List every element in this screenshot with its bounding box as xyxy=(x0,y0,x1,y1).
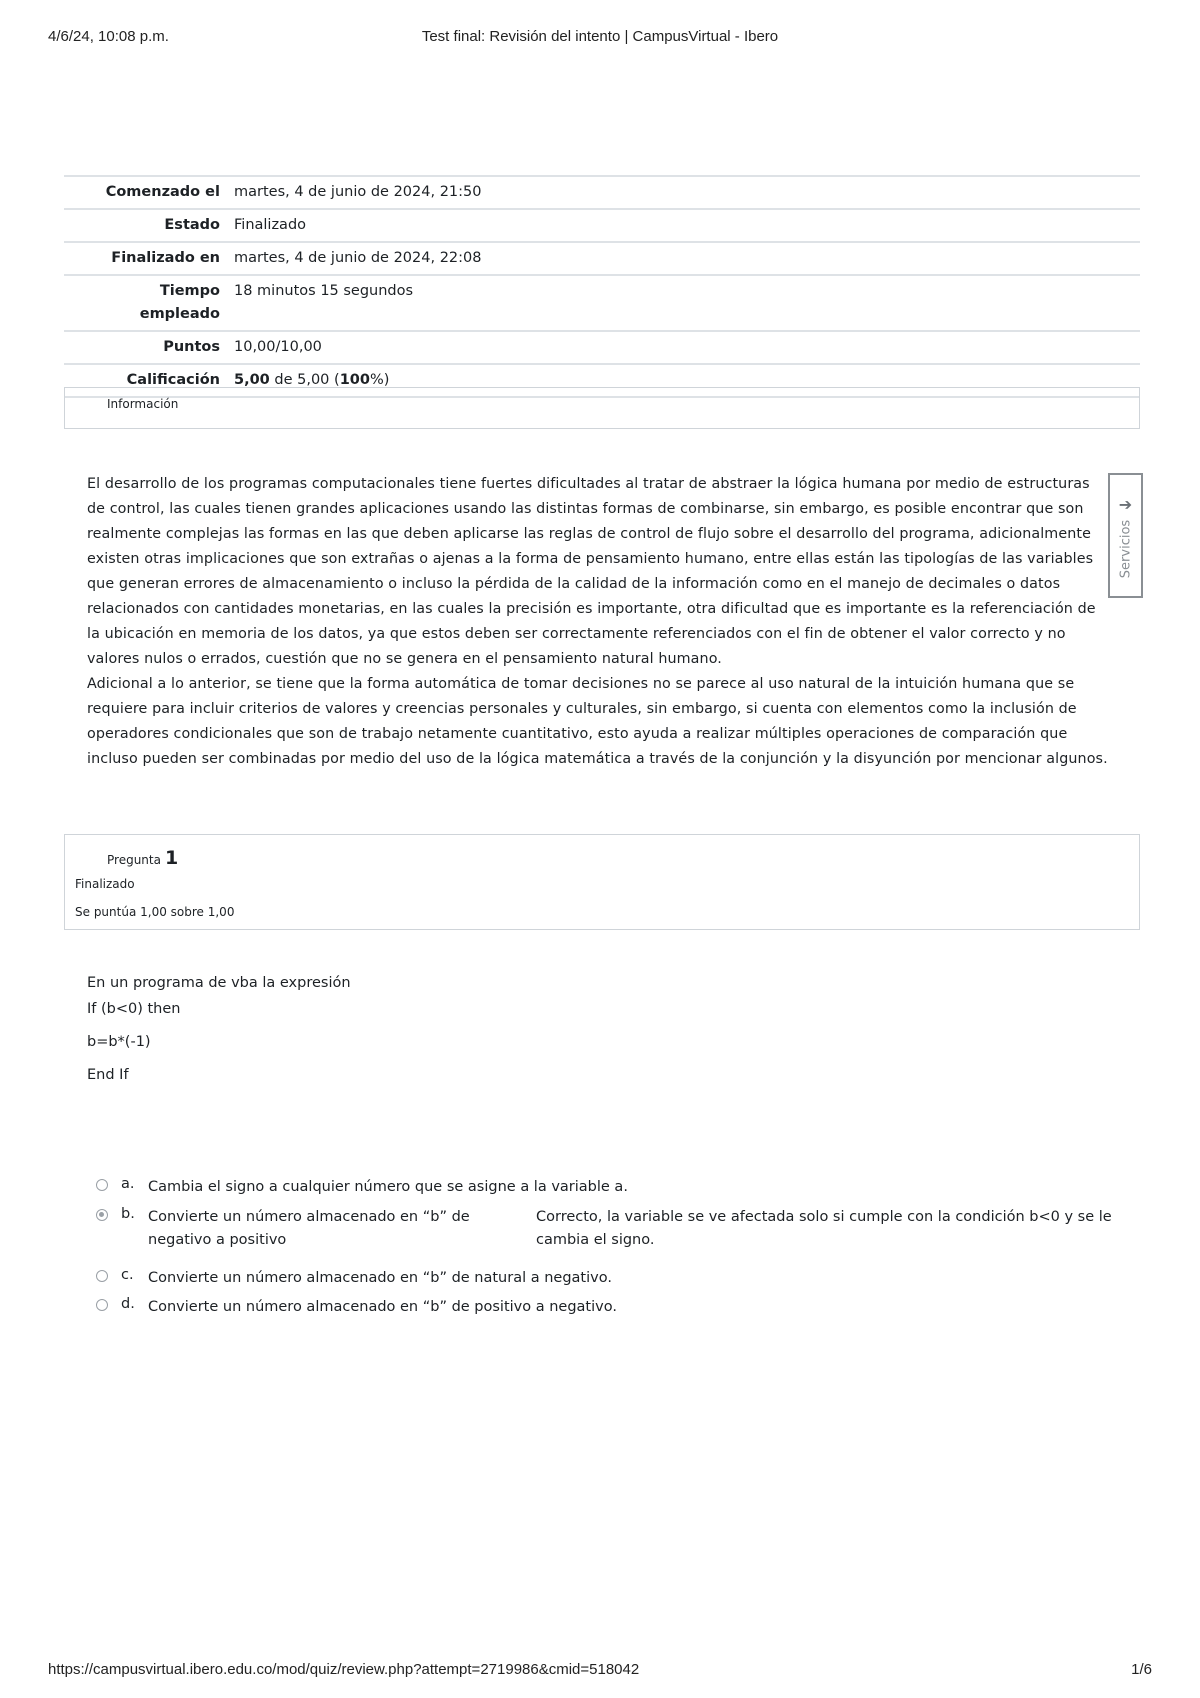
answer-text: Convierte un número almacenado en “b” de positivo a negativo. xyxy=(148,1299,617,1315)
summary-label: Estado xyxy=(164,217,220,233)
summary-value: 10,00/10,00 xyxy=(234,339,322,355)
radio-button[interactable] xyxy=(96,1299,108,1311)
services-drawer-toggle[interactable] xyxy=(1108,473,1143,598)
answer-text-line: negativo a positivo xyxy=(148,1232,287,1248)
summary-value: 18 minutos 15 segundos xyxy=(234,283,414,299)
radio-button[interactable] xyxy=(96,1179,108,1191)
radio-button-selected[interactable] xyxy=(96,1209,108,1221)
answer-letter: c. xyxy=(121,1267,134,1283)
question-number xyxy=(107,847,178,869)
attempt-summary-table xyxy=(64,175,1140,398)
question-text-line: b=b*(-1) xyxy=(87,1034,151,1050)
print-date: 4/6/24, 10:08 p.m. xyxy=(48,28,169,45)
summary-value: Finalizado xyxy=(234,217,307,233)
grade-percent: 100 xyxy=(339,372,370,388)
question-text-line: End If xyxy=(87,1067,129,1083)
information-text xyxy=(87,472,1112,772)
answer-letter: d. xyxy=(121,1296,135,1312)
summary-label: Puntos xyxy=(163,339,220,355)
summary-row-state xyxy=(64,209,1140,242)
question-text-line: If (b<0) then xyxy=(87,1001,181,1017)
summary-label xyxy=(64,275,228,331)
summary-row-started xyxy=(64,176,1140,209)
question-number-value: 1 xyxy=(164,847,179,869)
answer-text: Convierte un número almacenado en “b” de natural a negativo. xyxy=(148,1270,612,1286)
print-page-number: 1/6 xyxy=(1131,1661,1152,1678)
question-grade: Se puntúa 1,00 sobre 1,00 xyxy=(75,905,235,919)
answer-text-line: Convierte un número almacenado en “b” de xyxy=(148,1209,470,1225)
summary-row-finished xyxy=(64,242,1140,275)
radio-button[interactable] xyxy=(96,1270,108,1282)
summary-value: martes, 4 de junio de 2024, 22:08 xyxy=(234,250,482,266)
information-header xyxy=(64,387,1140,429)
information-paragraph: El desarrollo de los programas computacionales tiene fuertes dificultades al tratar de abstraer la lógica humana por medio de estructuras de control, las cuales tienen grandes aplicaciones usando las distintas formas de combinarse, sin embargo, es posible encontrar que son realmente complejas las formas en las que deben aplicarse las reglas de control de flujo sobre el desarrollo del programa, adicionalmente existen otras implicaciones que son extrañas o ajenas a la forma de pensamiento humano, entre ellas están las tipologías de las variables que generan errores de almacenamiento o incluso la pérdida de la calidad de la información como en el manejo de decimales o datos relacionados con cantidades monetarias, en las cuales la precisión es importante, otra dificultad que es importante es la referenciación de la ubicación en memoria de los datos, ya que estos deben ser correctamente referenciados con el fin de obtener el valor correcto y no valores nulos o errados, cuestión que no se genera en el pensamiento natural humano. xyxy=(87,476,1096,667)
print-page-title: Test final: Revisión del intento | CampusVirtual - Ibero xyxy=(421,28,779,45)
grade-score: 5,00 xyxy=(234,372,270,388)
summary-row-points xyxy=(64,331,1140,364)
question-state: Finalizado xyxy=(75,877,135,891)
services-label: Servicios xyxy=(1118,519,1133,579)
print-header xyxy=(48,28,1152,48)
question-info-box xyxy=(64,834,1140,930)
summary-label: Finalizado en xyxy=(111,250,220,266)
summary-row-time xyxy=(64,275,1140,331)
summary-label-line: empleado xyxy=(139,306,220,322)
summary-label: Calificación xyxy=(126,372,220,388)
print-footer xyxy=(48,1661,1152,1681)
answer-text xyxy=(148,1206,470,1252)
grade-of: de 5,00 ( xyxy=(274,372,340,388)
answer-text: Cambia el signo a cualquier número que se asigne a la variable a. xyxy=(148,1179,628,1195)
answer-letter: a. xyxy=(121,1176,135,1192)
summary-label-line: Tiempo xyxy=(159,283,220,299)
answer-feedback: Correcto, la variable se ve afectada solo si cumple con la condición b<0 y se le cambia el signo. xyxy=(536,1209,1112,1248)
grade-close: %) xyxy=(369,372,390,388)
print-url: https://campusvirtual.ibero.edu.co/mod/quiz/review.php?attempt=2719986&cmid=518042 xyxy=(48,1661,640,1678)
summary-label: Comenzado el xyxy=(105,184,220,200)
summary-value: martes, 4 de junio de 2024, 21:50 xyxy=(234,184,482,200)
question-label: Pregunta xyxy=(107,853,161,867)
answer-letter: b. xyxy=(121,1206,135,1222)
information-paragraph: Adicional a lo anterior, se tiene que la forma automática de tomar decisiones no se parece al uso natural de la intuición humana que se requiere para incluir criterios de valores y creencias personales y culturales, sin embargo, si cuenta con elementos como la inclusión de operadores condicionales que son de trabajo netamente cuantitativo, esto ayuda a realizar múltiples operaciones de comparación que incluso pueden ser combinadas por medio del uso de la lógica matemática a través de la conjunción y la disyunción por mencionar algunos. xyxy=(87,676,1108,767)
question-text-line: En un programa de vba la expresión xyxy=(87,975,351,991)
information-label: Información xyxy=(107,397,179,411)
arrow-right-icon: ➔ xyxy=(1118,495,1133,514)
